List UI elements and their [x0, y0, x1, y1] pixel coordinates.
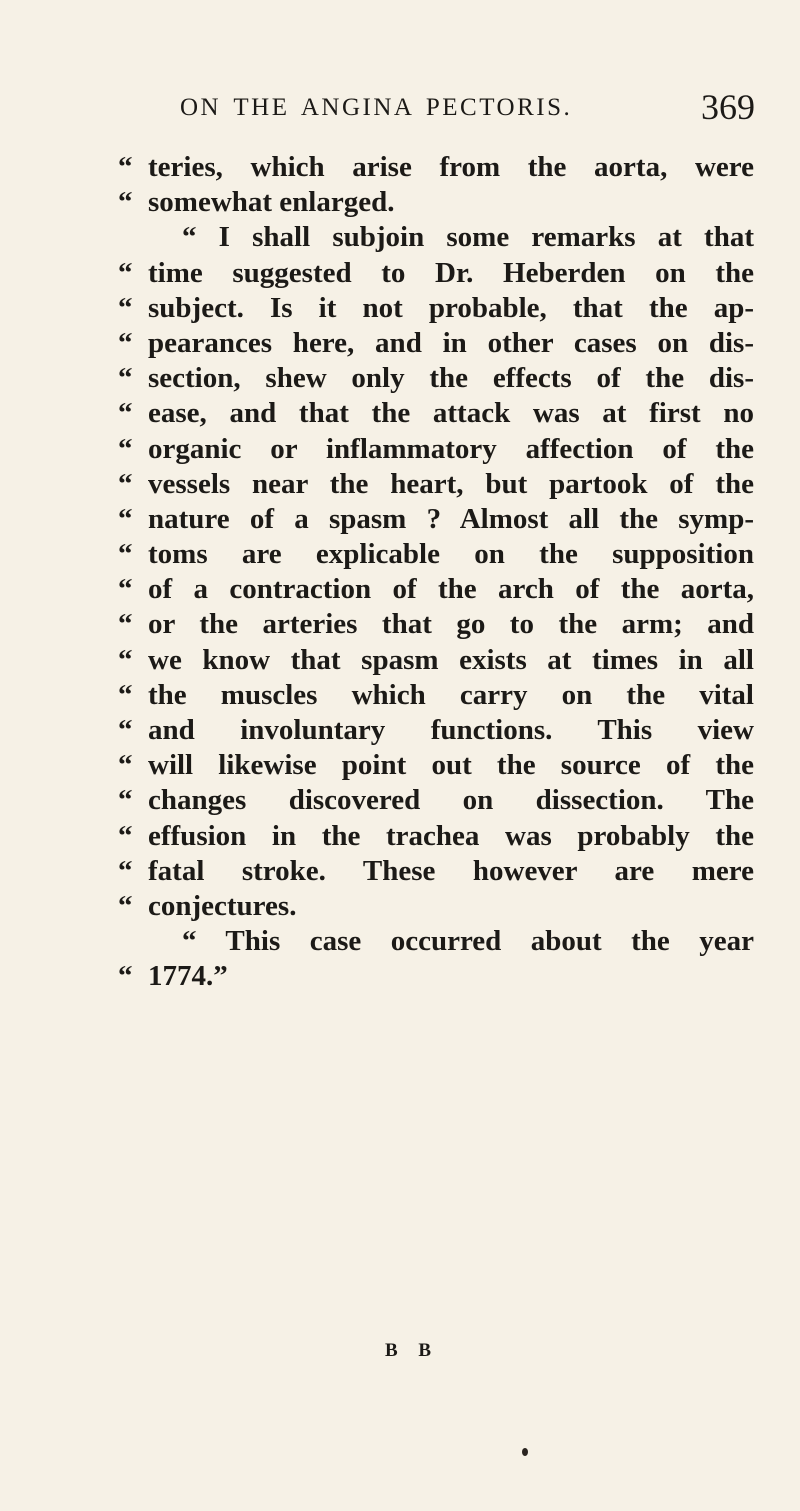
text-line	[118, 572, 758, 607]
text-line	[118, 959, 758, 994]
line-text: nature of a spasm ? Almost all the symp-	[148, 502, 754, 535]
quote-mark: “	[118, 714, 133, 746]
text-line	[118, 537, 758, 572]
text-line	[118, 889, 758, 924]
quote-mark: “	[118, 397, 133, 430]
text-line	[118, 467, 758, 502]
quote-mark: “	[118, 784, 133, 817]
quote-mark: “	[118, 151, 133, 183]
text-line	[118, 748, 758, 783]
line-text: “ This case occurred about the year	[182, 925, 754, 958]
text-line	[118, 220, 758, 255]
line-text: of a contraction of the arch of the aorta,	[148, 573, 754, 606]
page-number: 369	[701, 87, 755, 127]
quote-mark: “	[118, 749, 133, 782]
text-line	[118, 678, 758, 713]
text-line	[118, 396, 758, 431]
text-line	[118, 150, 758, 185]
line-text: the muscles which carry on the vital	[148, 678, 754, 711]
quote-mark: “	[118, 889, 133, 922]
text-line	[118, 502, 758, 537]
text-line	[118, 607, 758, 642]
quote-mark: “	[118, 291, 133, 324]
text-line	[118, 713, 758, 748]
text-line	[118, 291, 758, 326]
text-line	[118, 185, 758, 220]
line-text: somewhat enlarged.	[148, 186, 395, 219]
quote-mark: “	[118, 819, 133, 852]
text-line	[118, 854, 758, 889]
quote-mark: “	[118, 256, 133, 289]
quote-mark: “	[118, 854, 133, 887]
quote-mark: “	[118, 502, 133, 535]
line-text: we know that spasm exists at times in all	[148, 643, 754, 676]
line-text: pearances here, and in other cases on dis-	[148, 326, 754, 359]
running-head	[180, 87, 755, 132]
quote-mark: “	[118, 608, 133, 641]
quote-mark: “	[118, 538, 133, 571]
quote-mark: “	[118, 186, 133, 219]
line-text: toms are explicable on the supposition	[148, 538, 754, 571]
text-line	[118, 643, 758, 678]
quote-mark: “	[118, 432, 133, 465]
line-text: fatal stroke. These however are mere	[148, 854, 754, 887]
line-text: changes discovered on dissection. The	[148, 784, 754, 817]
line-text: 1774.”	[148, 960, 228, 993]
text-line	[118, 256, 758, 291]
quote-mark: “	[118, 467, 133, 500]
line-text: organic or inflammatory affection of the	[148, 432, 754, 465]
line-text: teries, which arise from the aorta, were	[148, 151, 754, 183]
line-text: “ I shall subjoin some remarks at that	[182, 221, 754, 254]
text-line	[118, 783, 758, 818]
quote-mark: “	[118, 678, 133, 711]
text-line	[118, 432, 758, 467]
line-text: effusion in the trachea was probably the	[148, 819, 754, 852]
line-text: conjectures.	[148, 889, 297, 922]
line-text: vessels near the heart, but partook of the	[148, 467, 754, 500]
line-text: time suggested to Dr. Heberden on the	[148, 256, 754, 289]
quote-mark: “	[118, 643, 133, 676]
text-line	[118, 326, 758, 361]
ink-speck	[522, 1448, 528, 1456]
body-text	[118, 150, 758, 995]
text-line	[118, 924, 758, 959]
line-text: or the arteries that go to the arm; and	[148, 608, 754, 641]
quote-mark: “	[118, 326, 133, 359]
line-text: will likewise point out the source of the	[148, 749, 754, 782]
line-text: ease, and that the attack was at first no	[148, 397, 754, 430]
quote-mark: “	[118, 960, 133, 993]
quote-mark: “	[118, 362, 133, 395]
running-title: ON THE ANGINA PECTORIS.	[180, 94, 573, 121]
text-line	[118, 361, 758, 396]
signature-mark: B B	[385, 1340, 440, 1361]
line-text: subject. Is it not probable, that the ap-	[148, 291, 754, 324]
text-line	[118, 819, 758, 854]
line-text: section, shew only the effects of the dis-	[148, 362, 754, 395]
line-text: and involuntary functions. This view	[148, 714, 754, 746]
quote-mark: “	[118, 573, 133, 606]
